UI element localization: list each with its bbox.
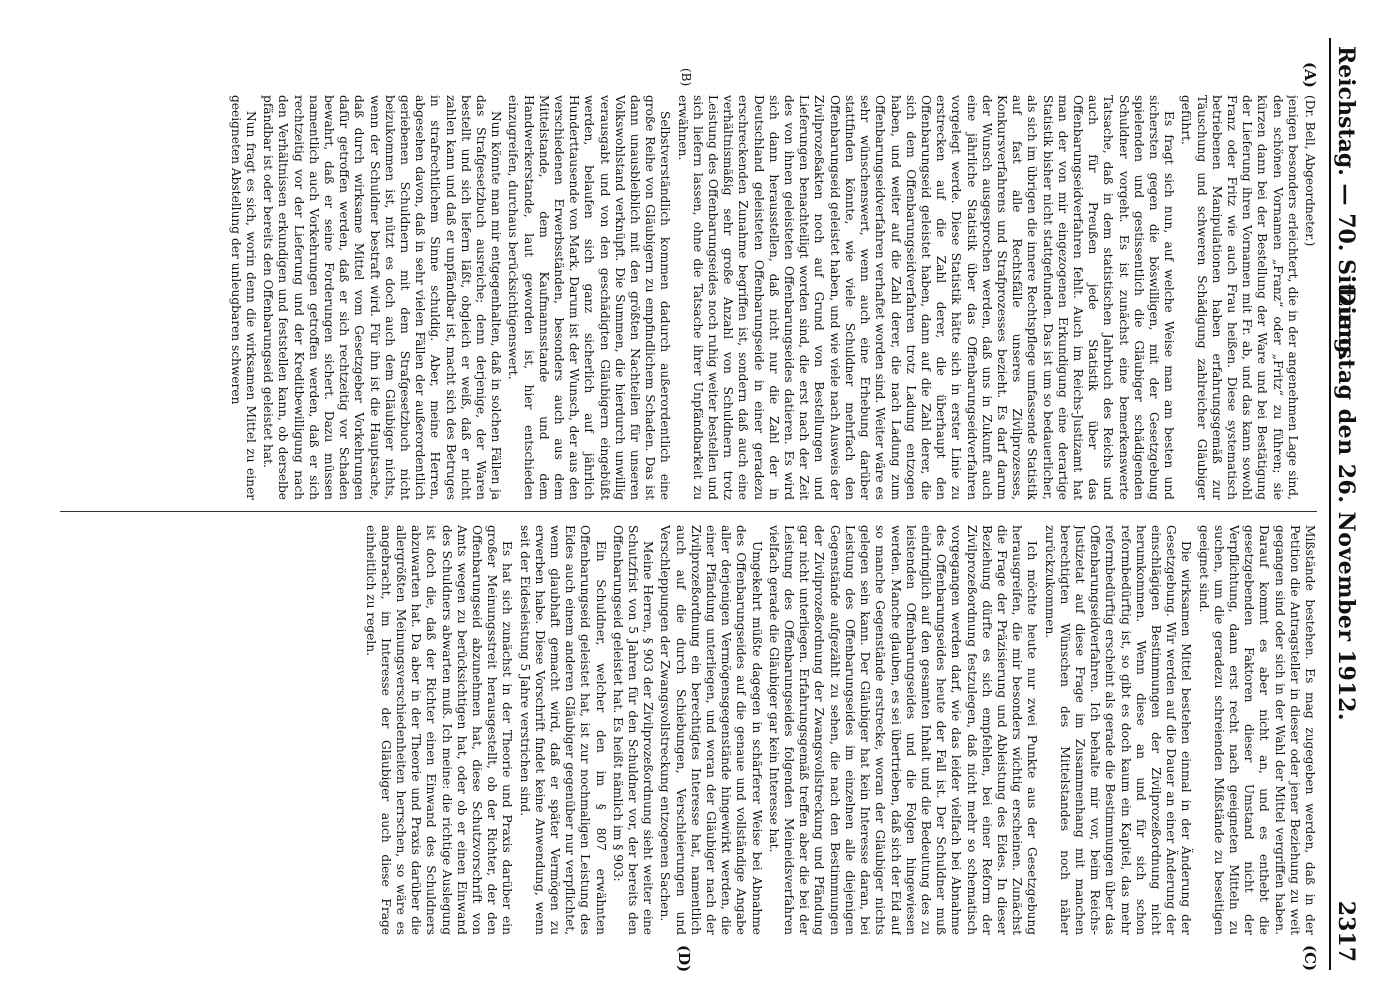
paragraph: Die wirksamen Mittel bestehen einmal in der Änderung der Gesetzgebung. Wir werden auf die Dauer an einer Änderung der einschlägigen Bestimmungen der Zivilprozeßordnung nicht herumkommen. Wenn diese an und für sich schon reformbedürftig ist, so gibt es doch kaum ein Kapitel, das mehr reformbedürftig erscheint als gerade die Bestimmungen über das Offenbarungseidverfahren. Ich behalte mir vor, beim Reichs-Justizetat auf diese Frage im Zusammenhang mit manchen berechtigten Wünschen des Mittelstandes noch näher zurückzukommen. — [1042, 525, 1194, 935]
paragraph: Selbstverständlich kommen dadurch außerordentlich eine große Reihe von Gläubigern zu empfindlichem Schaden. Das ist dann unausbleiblich mit den größten Nachteilen für unseren Volkswohlstand verknüpft. Die Summen, die hierdurch unwillig verausgabt und von den geschädigten Gläubigern eingebüßt werden, belaufen sich ganz sicherlich auf jährlich Hunderttausende von Mark. Darum ist der Wunsch, der aus den verschiedenen Erwerbsständen, besonders auch aus dem Mittelstande, dem Kaufmannsstande und dem Handwerkerstande, laut geworden ist, hier entschieden einzugreifen, durchaus berücksichtigenswert. — [506, 95, 673, 500]
paragraph: jenigen besonders erleichtert, die in der angenehmen Lage sind, den schönen Vornamen „Franz“ oder „Fritz“ zu führen; sie kürzen dann bei der Bestellung der Ware und bei Bestätigung der Lieferung ihren Vornamen mit Fr. ab, und das kann sowohl Franz oder Fritz wie auch Frau heißen. Diese systematisch betriebenen Manipulationen haben erfahrungsgemäß zur Täuschung und schweren Schädigung zahlreicher Gläubiger geführt. — [1179, 95, 1300, 500]
margin-marker-b: (B) — [679, 68, 693, 87]
paragraph: Es fragt sich nun, auf welche Weise man am besten und sichersten gegen die böswilligen, mit der Gesetzgebung spielenden und gestissentlich die Gläubiger schädigenden Schuldner vorgeht. Es ist zunächst eine bemerkenswerte Tatsache, daß in dem statistischen Jahrbuch des Reichs und auch für Preußen jede Statistik über das Offenbarungseidverfahren fehlt. Auch im Reichs-Justizamt hat man der von mir eingezogenen Erkundigung eine derartige Statistik bisher nicht stattgefunden. Das ist um so bedauerlicher, als sich im übrigen die innere Rechtspflege umfassende Statistik auf fast alle Rechtsfälle unseres Zivilprozesses, Konkursverfahrens und Strafprozesses bezieht. Es darf darum der Wunsch ausgesprochen werden, daß uns in Zukunft auch eine jährliche Statistik über das Offenbarungseidverfahren vorgelegt werde. Diese Statistik hätte sich in erster Linie zu erstrecken auf die Zahl derer, die überhaupt den Offenbarungseid geleistet haben, dann auf die Zahl derer, die sich dem Offenbarungseidverfahren trotz Ladung entzogen haben, und weiter auf die Zahl derer, die nach Ladung zum Offenbarungseidverfahren verhaftet worden sind. Weiter wäre es sehr wünschenswert, wenn auch eine Erhebung darüber stattfinden könnte, wie viele Schuldner mehrfach den Offenbarungseid geleistet haben, und wie viele nach Ausweis der Zivilprozeßakten noch auf Grund von Bestellungen und Lieferungen benachteiligt worden sind, die erst nach der Zeit des von ihnen geleisteten Offenbarungseides datieren. Es wird sich dann herausstellen, daß nicht nur die Zahl der in Deutschland geleisteten Offenbarungseide in einer geradezu erschreckenden Zunahme begriffen ist, sondern daß auch eine verhältnismäßig sehr große Anzahl von Schuldnern trotz Leistung des Offenbarungseides noch ruhig weiter bestellen und sich liefern lassen, ohne die Tatsache ihrer Unpfändbarkeit zu erwähnen. — [675, 95, 1177, 500]
quoted-statute: Ein Schuldner, welcher den im § 807 erwähnten Offenbarungseid geleistet hat, ist zur nochmaligen Leistung des Eides auch einem anderen Gläubiger gegenüber nur verpflichtet, wenn glaubhaft gemacht wird, daß er später Vermögen zu erwerben habe. Diese Vorschrift findet keine Anwendung, wenn seit der Eidesleistung 5 Jahre verstrichen sind. — [517, 525, 608, 935]
page-number: 2317 — [1333, 900, 1359, 962]
paragraph: Nun könnte man mir entgegenhalten, daß in solchen Fällen ja das Strafgesetzbuch ausreiche; denn derjenige, der Waren bestellt und sich liefern läßt, obgleich er weiß, daß er nicht zahlen kann und daß er unpfändbar ist, macht sich des Betruges in strafrechtlichem Sinne schuldig. Aber, meine Herren, abgesehen davon, daß in sehr vielen Fällen der außerordentlich geriebenen Schuldnern mit dem Strafgesetzbuch nicht beizukommen ist, nützt es doch auch dem Gläubiger nichts, wenn der Schuldner bestraft wird. Für ihn ist die Hauptsache, daß durch wirksame Mittel vom Gesetzgeber Vorkehrungen dafür getroffen werden, daß er sich rechtzeitig vor Schaden bewahrt, daß er seine Forderungen sichert. Dazu müssen namentlich auch Vorkehrungen getroffen werden, daß er sich rechtzeitig vor der Lieferung und der Kreditbewilligung nach den Verhältnissen erkundigen und feststellen kann, ob derselbe pfändbar ist oder bereits den Offenbarungseid geleistet hat. — [261, 95, 504, 500]
paragraph: Nun fragt es sich, worin denn die wirksamen Mittel zu einer geeigneten Abstellung der unleugbaren schweren — [228, 95, 258, 500]
paragraph: Ich möchte heute nur zwei Punkte aus der Gesetzgebung herausgreifen, die mir besonders wichtig erscheinen. Zunächst die Frage der Präzisierung und Ableistung des Eides. In dieser Beziehung dürfte es sich empfehlen, bei einer Reform der Zivilprozeßordnung festzulegen, daß nicht mehr so schematisch vorgegangen werden darf, wie das leider vielfach bei Abnahme des Offenbarungseides heute der Fall ist. Der Schuldner muß eindringlich auf den gesamten Inhalt und die Bedeutung des zu leistenden Offenbarungseides und die Folgen hingewiesen werden. Manche glauben, es sei übertrieben, daß sich der Eid auf so manche Gegenstände erstrecke, woran der Gläubiger nichts gelegen sein kann. Der Gläubiger hat kein Interesse daran, bei Leistung des Offenbarungseides im einzelnen alle diejenigen Gegenstände aufgezählt zu sehen, die nach den Bestimmungen der Zivilprozeßordnung der Zwangsvollstreckung und Pfändung gar nicht unterliegen. Erfahrungsgemäß treffen aber die bei der Leistung des Offenbarungseides folgenden Meineidsverfahren vielfach gerade die Gläubiger gar kein Interesse hat. — [766, 525, 1040, 935]
paragraph: Mißstände bestehen. Es mag zugegeben werden, daß in der Petition die Antragsteller in dieser oder jener Beziehung zu weit gegangen sind oder sich in der Wahl der Mittel vergriffen haben. Darauf kommt es aber nicht an, und es enthebt die gesetzgebenden Faktoren dieser Umstand nicht der Verpflichtung, dann erst recht nach geeigneten Mitteln zu suchen, um die geradezu schreienden Mißstände zu beseitigen geeignet sind. — [1196, 525, 1317, 935]
page-header — [1329, 38, 1361, 970]
paragraph: Umgekehrt müßte dagegen in schärferer Weise bei Abnahme des Offenbarungseides auf die genaue und vollständige Angabe aller derjenigen Vermögensgegenstände hingewirkt werden, die einer Pfändung unterliegen, und woran der Gläubiger nach der Zivilprozeßordnung ein berechtigtes Interesse hat, namentlich auch auf die durch Schiebungen, Verschleierungen und Verschleppungen der Zwangsvollstreckung entzogenen Sachen. — [658, 525, 764, 935]
header-session: Reichstag. — 70. Sitzung. — [1333, 46, 1359, 362]
margin-marker-a: (A) — [1301, 62, 1319, 88]
right-column — [60, 525, 1317, 935]
paragraph: Meine Herren, § 903 der Zivilprozeßordnung sieht weiter eine Schutzfrist von 5 Jahren für den Schuldner vor, der bereits den Offenbarungseid geleistet hat. Es heißt nämlich im § 903: — [610, 525, 656, 935]
paragraph: Es hat sich zunächst in der Theorie und Praxis darüber ein großer Meinungsstreit herausgestellt, ob der Richter, der den Offenbarungseid abzunehmen hat, diese Schutzvorschrift von Amts wegen zu berücksichtigen hat, oder ob er einen Einwand des Schuldners abwarten muß. Ich meine: die richtige Auslegung ist doch die, daß der Richter einen Einwand des Schuldners abzuwarten hat. Da aber in der Theorie und Praxis darüber die allergrößten Meinungsverschiedenheiten herrschen, so wäre es angebracht, im Interesse der Gläubiger auch diese Frage einheitlich zu regeln. — [363, 525, 515, 935]
column-divider — [60, 511, 1317, 512]
header-date: Dienstag den 26. November 1912. — [1333, 286, 1359, 722]
left-column — [60, 95, 1317, 500]
speaker-attribution: (Dr. Bell, Abgeordneter.) — [1303, 95, 1317, 247]
margin-marker-d: (D) — [675, 945, 693, 973]
margin-marker-c: (C) — [1301, 945, 1319, 972]
